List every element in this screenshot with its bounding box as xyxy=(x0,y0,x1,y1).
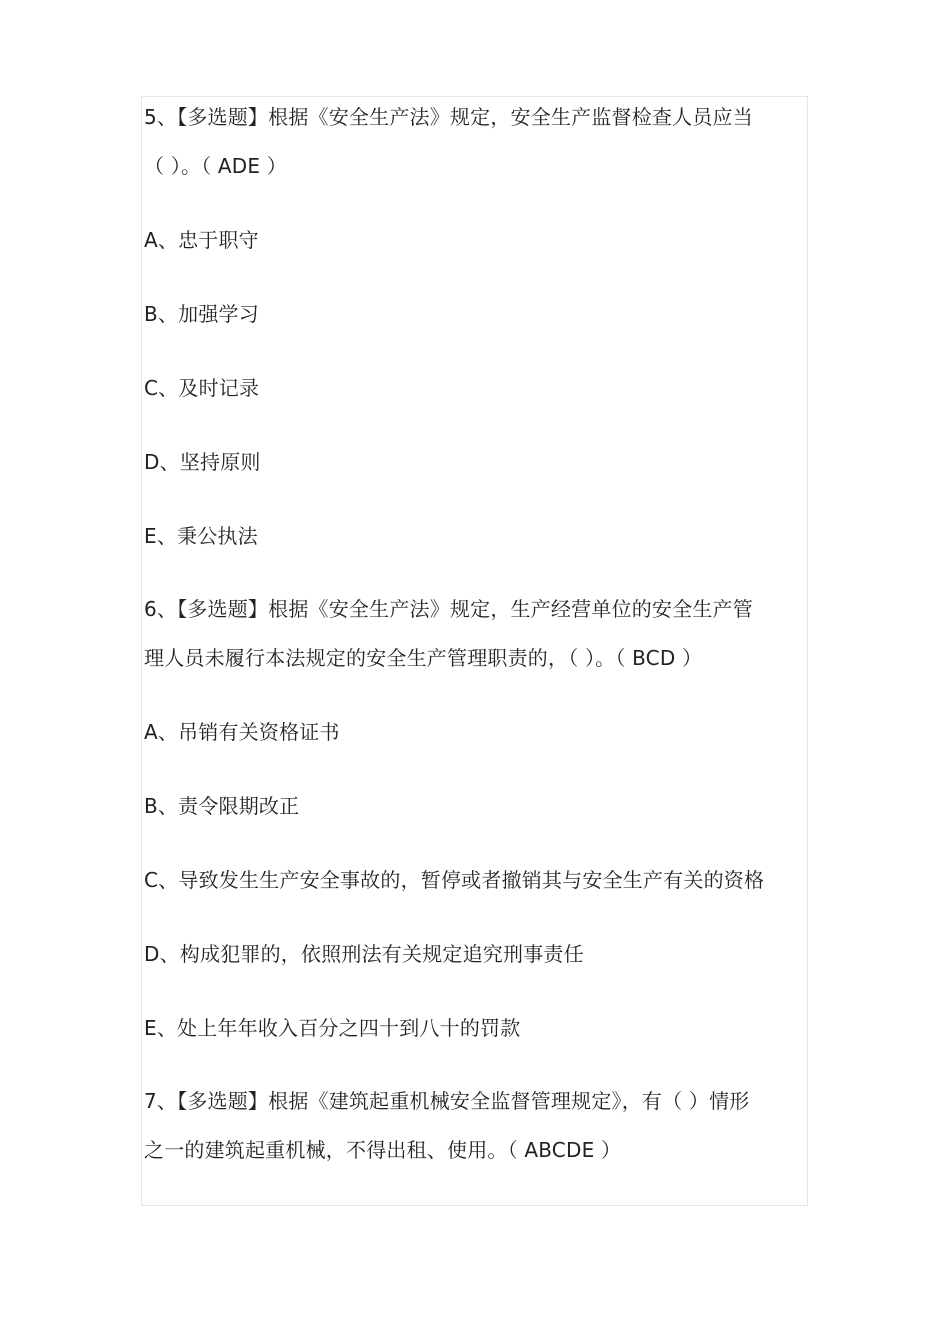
question-6-option-e: E、处上年年收入百分之四十到八十的罚款 xyxy=(144,1016,521,1040)
question-6-option-d: D、构成犯罪的，依照刑法有关规定追究刑事责任 xyxy=(144,942,584,966)
question-7-stem-line-2: 之一的建筑起重机械，不得出租、使用。（ ABCDE ） xyxy=(144,1138,622,1162)
question-6-option-c: C、导致发生生产安全事故的，暂停或者撤销其与安全生产有关的资格 xyxy=(144,868,765,892)
question-6-stem-line-1: 6、【多选题】根据《安全生产法》规定，生产经营单位的安全生产管 xyxy=(144,597,753,621)
question-5-option-e: E、秉公执法 xyxy=(144,524,258,548)
question-6-option-b: B、责令限期改正 xyxy=(144,794,300,818)
question-5-option-a: A、忠于职守 xyxy=(144,228,259,252)
question-6-option-a: A、吊销有关资格证书 xyxy=(144,720,340,744)
question-6-stem-line-2: 理人员未履行本法规定的安全生产管理职责的，（ ）。（ BCD ） xyxy=(144,646,703,670)
question-7-stem-line-1: 7、【多选题】根据《建筑起重机械安全监督管理规定》，有（ ）情形 xyxy=(144,1089,750,1113)
question-5-stem-line-2: （ ）。（ ADE ） xyxy=(144,154,287,178)
question-5-option-b: B、加强学习 xyxy=(144,302,259,326)
question-5-stem-line-1: 5、【多选题】根据《安全生产法》规定，安全生产监督检查人员应当 xyxy=(144,105,753,129)
question-5-option-d: D、坚持原则 xyxy=(144,450,261,474)
question-5-option-c: C、及时记录 xyxy=(144,376,260,400)
